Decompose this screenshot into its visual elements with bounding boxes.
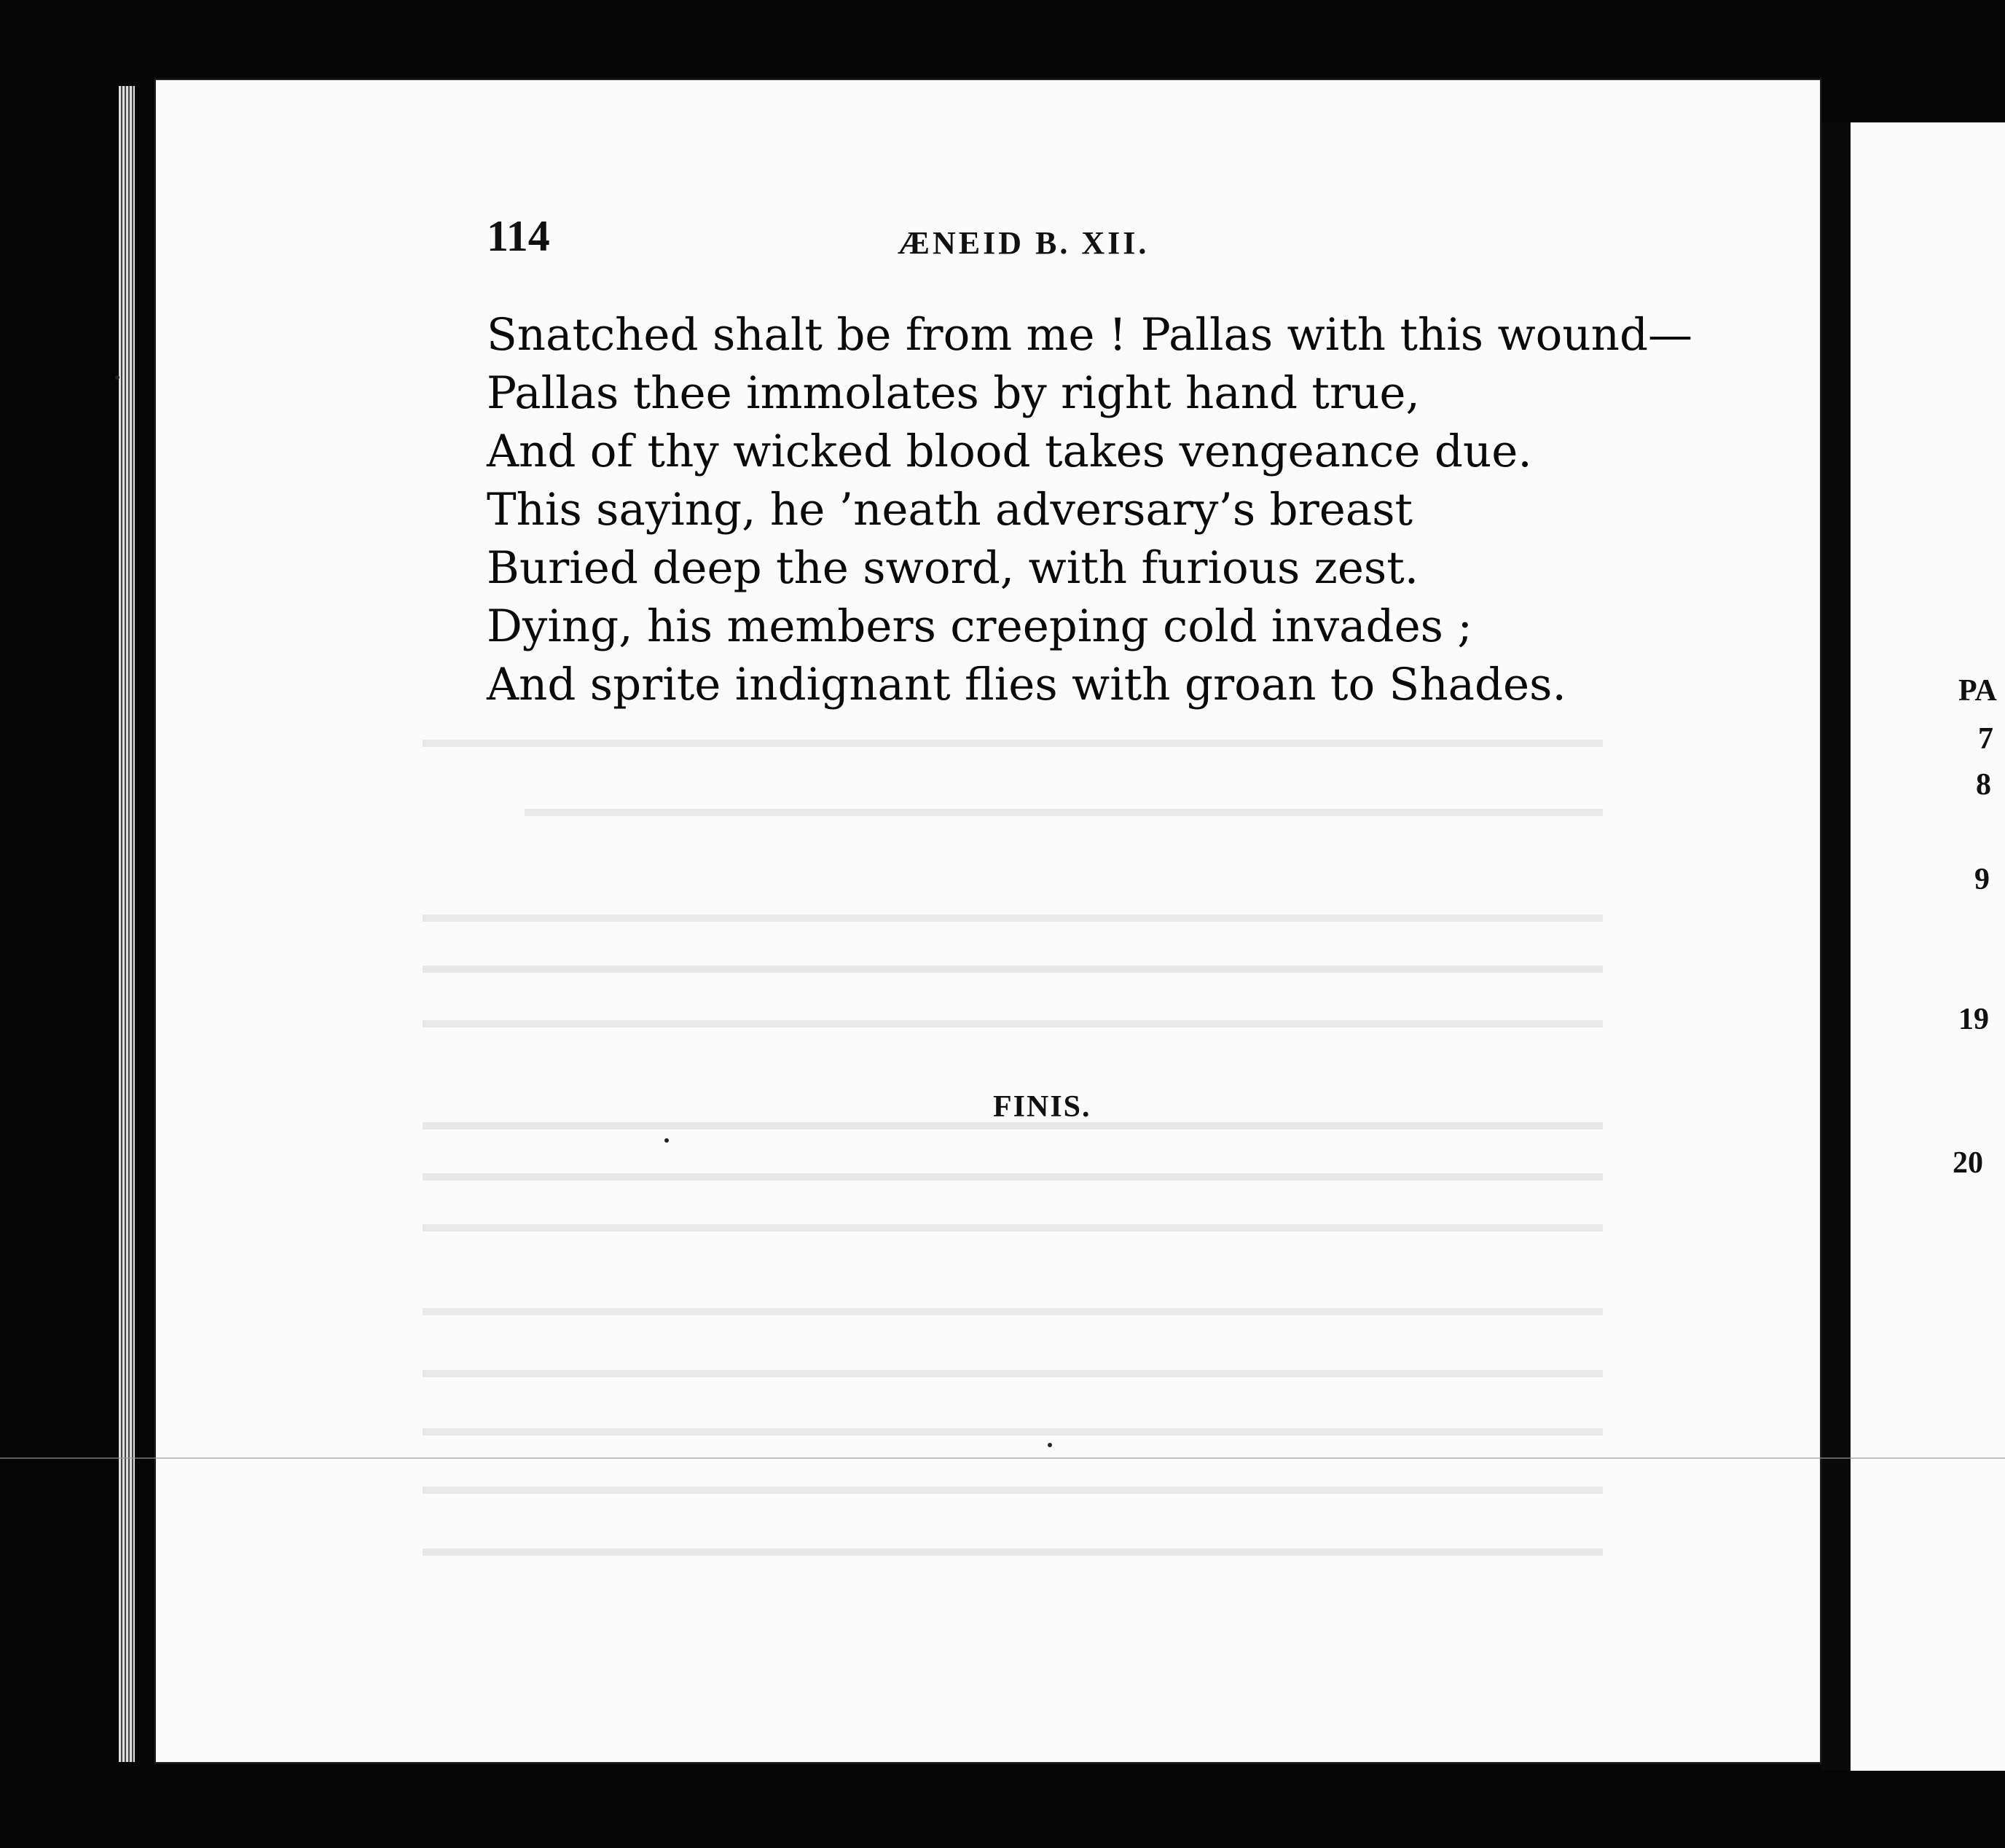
facing-page-number: 7: [1978, 722, 1993, 756]
bleed-through-line: [423, 1487, 1603, 1494]
dust-speck: [664, 1138, 669, 1143]
bleed-through-line: [423, 1224, 1603, 1232]
facing-page: [1851, 122, 2005, 1771]
bleed-through-line: [423, 1308, 1603, 1315]
verse-line: Buried deep the sword, with furious zest.: [487, 542, 1419, 594]
dust-speck: [115, 375, 119, 380]
bleed-through-line: [423, 740, 1603, 747]
page-number: 114: [487, 212, 550, 260]
running-head: ÆNEID B. XII.: [898, 225, 1150, 261]
bleed-through-line: [423, 1370, 1603, 1377]
bleed-through-line: [423, 1549, 1603, 1556]
scan-artifact-line: [0, 1457, 2005, 1459]
verse-line: And of thy wicked blood takes vengeance due.: [487, 426, 1532, 477]
page-edge: [119, 86, 135, 1762]
bleed-through-line: [525, 809, 1603, 816]
bleed-through-line: [423, 1428, 1603, 1436]
bleed-through-line: [423, 1173, 1603, 1181]
bleed-through-line: [423, 1020, 1603, 1027]
verse-line: Pallas thee immolates by right hand true,: [487, 367, 1420, 419]
facing-page-number: 8: [1976, 768, 1991, 802]
facing-page-heading: PA: [1958, 674, 1997, 708]
facing-page-number: 20: [1953, 1146, 1983, 1180]
bleed-through-line: [423, 915, 1603, 922]
bleed-through-line: [423, 966, 1603, 973]
verse-line: Dying, his members creeping cold invades ;: [487, 600, 1472, 652]
dust-speck: [1048, 1443, 1052, 1447]
facing-page-number: 19: [1958, 1003, 1989, 1036]
book-gutter: [1821, 122, 1851, 1771]
finis-text: FINIS.: [993, 1090, 1091, 1124]
verse-line: Snatched shalt be from me ! Pallas with this wound—: [487, 309, 1693, 361]
verse-line: This saying, he ’neath adversary’s breast: [487, 484, 1413, 536]
verse-line: And sprite indignant flies with groan to Shades.: [487, 659, 1566, 710]
facing-page-number: 9: [1974, 863, 1990, 896]
verse-block: [487, 306, 1692, 714]
